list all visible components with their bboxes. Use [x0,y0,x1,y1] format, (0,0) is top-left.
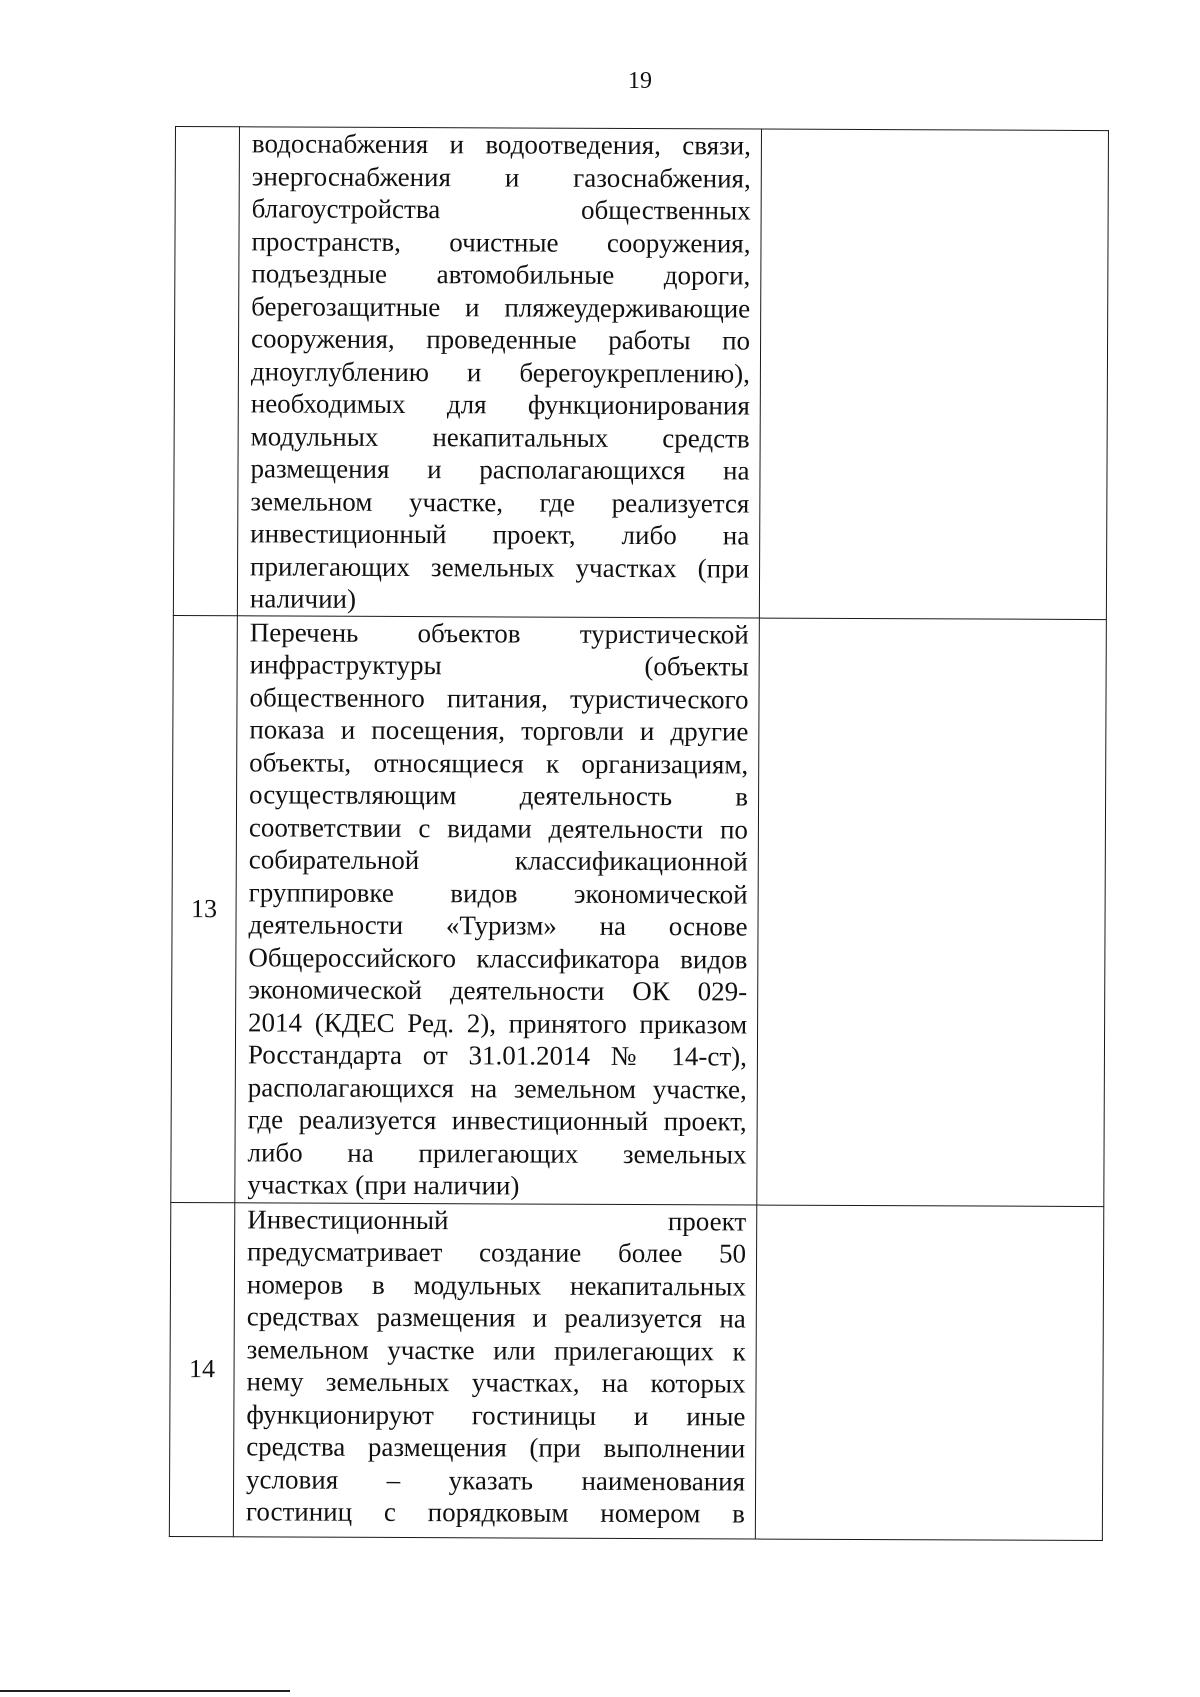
table-row [173,127,1108,620]
text-line: осуществляющим деятельность в [249,779,749,812]
text-line: берегозащитные и пляжеудерживающие [251,290,751,324]
text-line: благоустройства общественных [251,193,751,226]
criterion-value-cell [755,1205,1103,1541]
text-line: нему земельных участках, на которых [246,1366,746,1399]
text-line: Инвестиционный проект [247,1203,747,1237]
criterion-value-cell [759,129,1108,619]
text-line: земельном участке или прилегающих к [246,1333,746,1367]
text-line: наличии) [249,583,357,614]
text-line: предусматривает создание более 50 [247,1236,747,1269]
text-line: гостиниц с порядковым номером в [245,1496,746,1529]
row-number-cell: 14 [169,1202,234,1536]
text-line: собирательной классификационной [248,844,748,877]
text-line: прилегающих земельных участках (при [250,550,750,584]
criteria-table [169,126,1109,1541]
criterion-description-cell [237,127,761,618]
text-line: где реализуется инвестиционный проект, [247,1104,747,1137]
text-line: 2014 (КДЕС Ред. 2), принятого приказом [248,1006,748,1040]
text-line: сооружения, проведенные работы по [251,323,751,356]
text-line: необходимых для функционирования [250,388,750,421]
text-line: энергоснабжения и газоснабжения, [251,160,751,194]
text-line: группировке видов экономической [248,876,748,910]
table-row [169,1202,1103,1540]
text-line: средствах размещения и реализуется на [246,1301,746,1334]
page-bottom-rule [0,1690,290,1692]
text-line: инфраструктуры (объекты [249,649,749,682]
row-number-cell: 13 [171,615,238,1202]
criterion-description-cell [233,1202,756,1538]
text-line: функционируют гостиницы и иные [246,1398,746,1432]
text-line: деятельности «Туризм» на основе [248,909,748,942]
text-line: земельном участке, где реализуется [250,485,750,519]
text-line: пространств, очистные сооружения, [251,225,751,259]
text-line: Росстандарта от 31.01.2014 № 14-ст), [247,1039,748,1072]
criterion-value-cell [757,618,1107,1207]
text-line: общественного питания, туристического [249,681,749,715]
text-line: размещения и располагающихся на [250,453,750,486]
text-line: условия – указать наименования [246,1463,746,1497]
text-line: водоснабжения и водоотведения, связи, [251,128,751,161]
text-line: номеров в модульных некапитальных [246,1268,747,1302]
text-line: показа и посещения, торговли и другие [249,714,749,747]
table-body [169,127,1108,1541]
text-line: модульных некапитальных средств [250,420,750,454]
criterion-description-cell [235,615,760,1204]
text-line: инвестиционный проект, либо на [250,518,750,551]
text-line: Перечень объектов туристической [249,616,749,650]
table-row [171,615,1107,1206]
text-line: объекты, относящиеся к организациям, [249,746,749,780]
page-number: 19 [628,68,652,94]
text-line: средства размещения (при выполнении [246,1431,746,1464]
text-line: располагающихся на земельном участке, [247,1071,747,1105]
text-line: соответствии с видами деятельности по [248,811,749,845]
text-line: участках (при наличии) [247,1169,520,1201]
text-line: экономической деятельности ОК 029- [248,974,748,1007]
text-line: дноуглублению и берегоукреплению), [250,355,750,389]
row-number-cell [173,127,239,616]
text-line: Общероссийского классификатора видов [248,941,748,975]
text-line: либо на прилегающих земельных [247,1136,747,1170]
text-line: подъездные автомобильные дороги, [251,258,751,291]
